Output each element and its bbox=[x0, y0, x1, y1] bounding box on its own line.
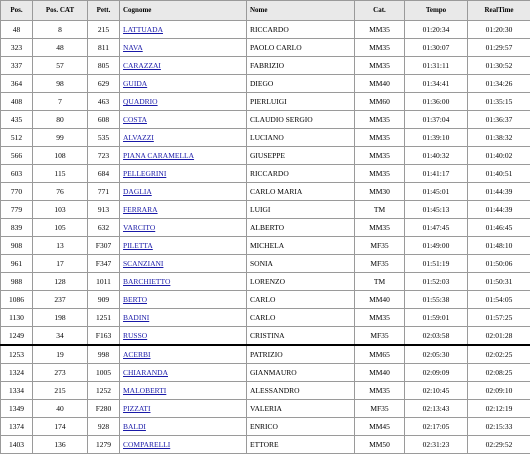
cell-cat: MM35 bbox=[355, 147, 405, 165]
cell-cognome bbox=[120, 436, 247, 454]
cell-realtime: 01:57:25 bbox=[468, 309, 530, 327]
cell-pos: 1130 bbox=[1, 309, 33, 327]
surname-link[interactable]: PELLEGRINI bbox=[123, 168, 167, 178]
cell-tempo: 01:20:34 bbox=[405, 21, 468, 39]
surname-link[interactable]: NAVA bbox=[123, 42, 143, 52]
cell-cognome bbox=[120, 291, 247, 309]
cell-cognome bbox=[120, 237, 247, 255]
table-row bbox=[1, 75, 530, 93]
cell-pos-cat: 57 bbox=[33, 57, 88, 75]
column-header-cognome: Cognome bbox=[120, 1, 247, 21]
cell-cat: MM35 bbox=[355, 309, 405, 327]
cell-cognome bbox=[120, 165, 247, 183]
cell-tempo: 01:40:32 bbox=[405, 147, 468, 165]
cell-cat: MF35 bbox=[355, 400, 405, 418]
table-row bbox=[1, 93, 530, 111]
cell-realtime: 01:20:30 bbox=[468, 21, 530, 39]
cell-pos: 1253 bbox=[1, 345, 33, 364]
table-row bbox=[1, 165, 530, 183]
cell-pos: 961 bbox=[1, 255, 33, 273]
cell-cat: MM35 bbox=[355, 129, 405, 147]
cell-pos-cat: 237 bbox=[33, 291, 88, 309]
cell-realtime: 01:44:39 bbox=[468, 201, 530, 219]
cell-realtime: 02:01:28 bbox=[468, 327, 530, 346]
cell-tempo: 01:45:13 bbox=[405, 201, 468, 219]
results-body bbox=[1, 21, 530, 454]
cell-tempo: 01:51:19 bbox=[405, 255, 468, 273]
cell-pos: 908 bbox=[1, 237, 33, 255]
surname-link[interactable]: BARCHIETTO bbox=[123, 276, 171, 286]
cell-pos-cat: 34 bbox=[33, 327, 88, 346]
cell-tempo: 02:09:09 bbox=[405, 364, 468, 382]
cell-pett: 1011 bbox=[88, 273, 120, 291]
cell-realtime: 02:02:25 bbox=[468, 345, 530, 364]
cell-realtime: 02:09:10 bbox=[468, 382, 530, 400]
cell-pett: 909 bbox=[88, 291, 120, 309]
surname-link[interactable]: SCANZIANI bbox=[123, 258, 164, 268]
cell-cognome bbox=[120, 418, 247, 436]
cell-pos: 839 bbox=[1, 219, 33, 237]
surname-link[interactable]: COSTA bbox=[123, 114, 147, 124]
cell-pett: F307 bbox=[88, 237, 120, 255]
cell-cognome bbox=[120, 21, 247, 39]
cell-nome: LORENZO bbox=[247, 273, 355, 291]
cell-cat: MM35 bbox=[355, 219, 405, 237]
cell-realtime: 02:08:25 bbox=[468, 364, 530, 382]
cell-cognome bbox=[120, 364, 247, 382]
table-row bbox=[1, 382, 530, 400]
cell-cat: MF35 bbox=[355, 237, 405, 255]
cell-realtime: 01:30:52 bbox=[468, 57, 530, 75]
cell-realtime: 01:38:32 bbox=[468, 129, 530, 147]
cell-cat: MM45 bbox=[355, 418, 405, 436]
cell-pos: 435 bbox=[1, 111, 33, 129]
cell-tempo: 01:34:41 bbox=[405, 75, 468, 93]
surname-link[interactable]: CARAZZAI bbox=[123, 60, 161, 70]
cell-pos-cat: 198 bbox=[33, 309, 88, 327]
cell-pett: F163 bbox=[88, 327, 120, 346]
cell-tempo: 01:30:07 bbox=[405, 39, 468, 57]
cell-pos: 1334 bbox=[1, 382, 33, 400]
cell-nome: CLAUDIO SERGIO bbox=[247, 111, 355, 129]
cell-nome: CARLO MARIA bbox=[247, 183, 355, 201]
cell-tempo: 01:52:03 bbox=[405, 273, 468, 291]
cell-pos: 48 bbox=[1, 21, 33, 39]
cell-cognome bbox=[120, 201, 247, 219]
column-header-tempo: Tempo bbox=[405, 1, 468, 21]
surname-link[interactable]: BADINI bbox=[123, 312, 150, 322]
cell-pett: 998 bbox=[88, 345, 120, 364]
cell-cat: MM50 bbox=[355, 436, 405, 454]
cell-tempo: 01:45:01 bbox=[405, 183, 468, 201]
cell-nome: DIEGO bbox=[247, 75, 355, 93]
cell-realtime: 01:29:57 bbox=[468, 39, 530, 57]
cell-pett: 215 bbox=[88, 21, 120, 39]
cell-pos-cat: 48 bbox=[33, 39, 88, 57]
cell-pos-cat: 128 bbox=[33, 273, 88, 291]
cell-tempo: 01:59:01 bbox=[405, 309, 468, 327]
cell-pett: 608 bbox=[88, 111, 120, 129]
cell-pos-cat: 17 bbox=[33, 255, 88, 273]
cell-realtime: 02:29:52 bbox=[468, 436, 530, 454]
cell-tempo: 01:39:10 bbox=[405, 129, 468, 147]
cell-pos-cat: 98 bbox=[33, 75, 88, 93]
cell-tempo: 01:49:00 bbox=[405, 237, 468, 255]
cell-realtime: 01:48:10 bbox=[468, 237, 530, 255]
surname-link[interactable]: MALOBERTI bbox=[123, 385, 167, 395]
cell-realtime: 01:54:05 bbox=[468, 291, 530, 309]
cell-pos: 337 bbox=[1, 57, 33, 75]
cell-pett: 771 bbox=[88, 183, 120, 201]
surname-link[interactable]: COMPARELLI bbox=[123, 439, 171, 449]
cell-nome: MICHELA bbox=[247, 237, 355, 255]
cell-pett: 723 bbox=[88, 147, 120, 165]
cell-pos: 603 bbox=[1, 165, 33, 183]
cell-nome: VALERIA bbox=[247, 400, 355, 418]
cell-nome: RICCARDO bbox=[247, 21, 355, 39]
cell-cognome bbox=[120, 309, 247, 327]
cell-pos: 1249 bbox=[1, 327, 33, 346]
cell-cat: MM35 bbox=[355, 21, 405, 39]
table-row bbox=[1, 201, 530, 219]
cell-pos-cat: 115 bbox=[33, 165, 88, 183]
cell-cognome bbox=[120, 75, 247, 93]
cell-cat: MM35 bbox=[355, 382, 405, 400]
cell-tempo: 02:10:45 bbox=[405, 382, 468, 400]
cell-tempo: 02:13:43 bbox=[405, 400, 468, 418]
table-row bbox=[1, 364, 530, 382]
cell-pos: 1349 bbox=[1, 400, 33, 418]
cell-pos: 1324 bbox=[1, 364, 33, 382]
cell-realtime: 01:50:06 bbox=[468, 255, 530, 273]
column-header-pos: Pos. bbox=[1, 1, 33, 21]
cell-cat: TM bbox=[355, 201, 405, 219]
cell-tempo: 02:17:05 bbox=[405, 418, 468, 436]
cell-cognome bbox=[120, 93, 247, 111]
cell-pos: 1403 bbox=[1, 436, 33, 454]
cell-pett: 1251 bbox=[88, 309, 120, 327]
cell-realtime: 01:46:45 bbox=[468, 219, 530, 237]
cell-cognome bbox=[120, 129, 247, 147]
surname-link[interactable]: FERRARA bbox=[123, 204, 158, 214]
table-row bbox=[1, 309, 530, 327]
column-header-realtime: RealTime bbox=[468, 1, 530, 21]
cell-nome: GIANMAURO bbox=[247, 364, 355, 382]
cell-nome: LUCIANO bbox=[247, 129, 355, 147]
cell-realtime: 02:15:33 bbox=[468, 418, 530, 436]
cell-cat: MM35 bbox=[355, 57, 405, 75]
column-header-cat: Cat. bbox=[355, 1, 405, 21]
cell-pos: 408 bbox=[1, 93, 33, 111]
surname-link[interactable]: GUIDA bbox=[123, 78, 148, 88]
surname-link[interactable]: DAGLIA bbox=[123, 186, 152, 196]
cell-tempo: 01:37:04 bbox=[405, 111, 468, 129]
cell-cat: TM bbox=[355, 273, 405, 291]
cell-pos-cat: 80 bbox=[33, 111, 88, 129]
cell-pos-cat: 105 bbox=[33, 219, 88, 237]
cell-cat: MF35 bbox=[355, 327, 405, 346]
cell-pos-cat: 108 bbox=[33, 147, 88, 165]
table-row bbox=[1, 147, 530, 165]
cell-realtime: 01:34:26 bbox=[468, 75, 530, 93]
table-row bbox=[1, 436, 530, 454]
cell-pos: 1086 bbox=[1, 291, 33, 309]
cell-pos: 364 bbox=[1, 75, 33, 93]
cell-pos-cat: 7 bbox=[33, 93, 88, 111]
cell-cognome bbox=[120, 57, 247, 75]
cell-tempo: 01:36:00 bbox=[405, 93, 468, 111]
cell-nome: GIUSEPPE bbox=[247, 147, 355, 165]
surname-link[interactable]: ALVAZZI bbox=[123, 132, 154, 142]
cell-cat: MM60 bbox=[355, 93, 405, 111]
cell-cognome bbox=[120, 147, 247, 165]
surname-link[interactable]: QUADRIO bbox=[123, 96, 158, 106]
cell-cat: MF35 bbox=[355, 255, 405, 273]
cell-nome: PATRIZIO bbox=[247, 345, 355, 364]
cell-pett: 535 bbox=[88, 129, 120, 147]
table-row bbox=[1, 111, 530, 129]
cell-nome: CARLO bbox=[247, 291, 355, 309]
cell-pos: 770 bbox=[1, 183, 33, 201]
cell-cognome bbox=[120, 327, 247, 346]
cell-pos: 323 bbox=[1, 39, 33, 57]
cell-nome: LUIGI bbox=[247, 201, 355, 219]
table-row bbox=[1, 418, 530, 436]
cell-tempo: 01:55:38 bbox=[405, 291, 468, 309]
cell-nome: ETTORE bbox=[247, 436, 355, 454]
cell-pett: 1279 bbox=[88, 436, 120, 454]
surname-link[interactable]: CHIARANDA bbox=[123, 367, 168, 377]
cell-pett: 928 bbox=[88, 418, 120, 436]
cell-pos: 779 bbox=[1, 201, 33, 219]
cell-pett: 684 bbox=[88, 165, 120, 183]
table-row bbox=[1, 273, 530, 291]
cell-pos-cat: 40 bbox=[33, 400, 88, 418]
table-row bbox=[1, 345, 530, 364]
column-header-pett: Pett. bbox=[88, 1, 120, 21]
surname-link[interactable]: ACERBI bbox=[123, 349, 151, 359]
table-row bbox=[1, 400, 530, 418]
cell-pos-cat: 99 bbox=[33, 129, 88, 147]
surname-link[interactable]: LATTUADA bbox=[123, 24, 163, 34]
cell-pos-cat: 103 bbox=[33, 201, 88, 219]
cell-cat: MM40 bbox=[355, 364, 405, 382]
cell-realtime: 01:44:39 bbox=[468, 183, 530, 201]
cell-cat: MM35 bbox=[355, 39, 405, 57]
table-row bbox=[1, 183, 530, 201]
cell-nome: RICCARDO bbox=[247, 165, 355, 183]
cell-nome: PIERLUIGI bbox=[247, 93, 355, 111]
cell-pett: F347 bbox=[88, 255, 120, 273]
table-row bbox=[1, 39, 530, 57]
cell-nome: PAOLO CARLO bbox=[247, 39, 355, 57]
cell-nome: ENRICO bbox=[247, 418, 355, 436]
table-row bbox=[1, 219, 530, 237]
table-header-row bbox=[1, 1, 530, 21]
cell-pos-cat: 13 bbox=[33, 237, 88, 255]
cell-pos: 1374 bbox=[1, 418, 33, 436]
cell-pett: 913 bbox=[88, 201, 120, 219]
cell-pett: 811 bbox=[88, 39, 120, 57]
cell-cat: MM65 bbox=[355, 345, 405, 364]
cell-realtime: 01:40:02 bbox=[468, 147, 530, 165]
cell-cognome bbox=[120, 219, 247, 237]
cell-pett: 1005 bbox=[88, 364, 120, 382]
cell-cognome bbox=[120, 345, 247, 364]
cell-nome: SONIA bbox=[247, 255, 355, 273]
cell-cognome bbox=[120, 183, 247, 201]
cell-nome: CARLO bbox=[247, 309, 355, 327]
cell-cat: MM40 bbox=[355, 291, 405, 309]
cell-pett: F280 bbox=[88, 400, 120, 418]
cell-pos-cat: 273 bbox=[33, 364, 88, 382]
table-row bbox=[1, 57, 530, 75]
surname-link[interactable]: BALDI bbox=[123, 421, 146, 431]
cell-cognome bbox=[120, 255, 247, 273]
cell-pett: 629 bbox=[88, 75, 120, 93]
cell-pos-cat: 8 bbox=[33, 21, 88, 39]
cell-tempo: 01:31:11 bbox=[405, 57, 468, 75]
surname-link[interactable]: PILETTA bbox=[123, 240, 153, 250]
cell-cat: MM30 bbox=[355, 183, 405, 201]
cell-tempo: 02:31:23 bbox=[405, 436, 468, 454]
cell-realtime: 01:35:15 bbox=[468, 93, 530, 111]
cell-realtime: 01:50:31 bbox=[468, 273, 530, 291]
cell-cognome bbox=[120, 111, 247, 129]
cell-pett: 632 bbox=[88, 219, 120, 237]
cell-cognome bbox=[120, 273, 247, 291]
cell-cognome bbox=[120, 400, 247, 418]
cell-nome: ALESSANDRO bbox=[247, 382, 355, 400]
cell-pos-cat: 136 bbox=[33, 436, 88, 454]
cell-cat: MM35 bbox=[355, 111, 405, 129]
cell-nome: CRISTINA bbox=[247, 327, 355, 346]
cell-cognome bbox=[120, 39, 247, 57]
surname-link[interactable]: VARCITO bbox=[123, 222, 156, 232]
surname-link[interactable]: RUSSO bbox=[123, 330, 148, 340]
cell-pos-cat: 19 bbox=[33, 345, 88, 364]
table-row bbox=[1, 237, 530, 255]
cell-cat: MM40 bbox=[355, 75, 405, 93]
cell-realtime: 01:40:51 bbox=[468, 165, 530, 183]
cell-cat: MM35 bbox=[355, 165, 405, 183]
column-header-pos-cat: Pos. CAT bbox=[33, 1, 88, 21]
table-row bbox=[1, 129, 530, 147]
cell-realtime: 01:36:37 bbox=[468, 111, 530, 129]
cell-realtime: 02:12:19 bbox=[468, 400, 530, 418]
cell-pos: 512 bbox=[1, 129, 33, 147]
cell-tempo: 02:05:30 bbox=[405, 345, 468, 364]
cell-pos: 566 bbox=[1, 147, 33, 165]
surname-link[interactable]: PIZZATI bbox=[123, 403, 151, 413]
cell-pos-cat: 174 bbox=[33, 418, 88, 436]
surname-link[interactable]: BERTO bbox=[123, 294, 147, 304]
cell-pos-cat: 215 bbox=[33, 382, 88, 400]
cell-nome: ALBERTO bbox=[247, 219, 355, 237]
cell-cognome bbox=[120, 382, 247, 400]
table-row bbox=[1, 255, 530, 273]
cell-tempo: 01:41:17 bbox=[405, 165, 468, 183]
surname-link[interactable]: PIANA CARAMELLA bbox=[123, 150, 195, 160]
table-row bbox=[1, 21, 530, 39]
cell-tempo: 02:03:58 bbox=[405, 327, 468, 346]
cell-pett: 1252 bbox=[88, 382, 120, 400]
cell-pos-cat: 76 bbox=[33, 183, 88, 201]
column-header-nome: Nome bbox=[247, 1, 355, 21]
cell-tempo: 01:47:45 bbox=[405, 219, 468, 237]
table-row bbox=[1, 291, 530, 309]
cell-nome: FABRIZIO bbox=[247, 57, 355, 75]
cell-pett: 463 bbox=[88, 93, 120, 111]
table-row bbox=[1, 327, 530, 346]
cell-pett: 805 bbox=[88, 57, 120, 75]
cell-pos: 988 bbox=[1, 273, 33, 291]
